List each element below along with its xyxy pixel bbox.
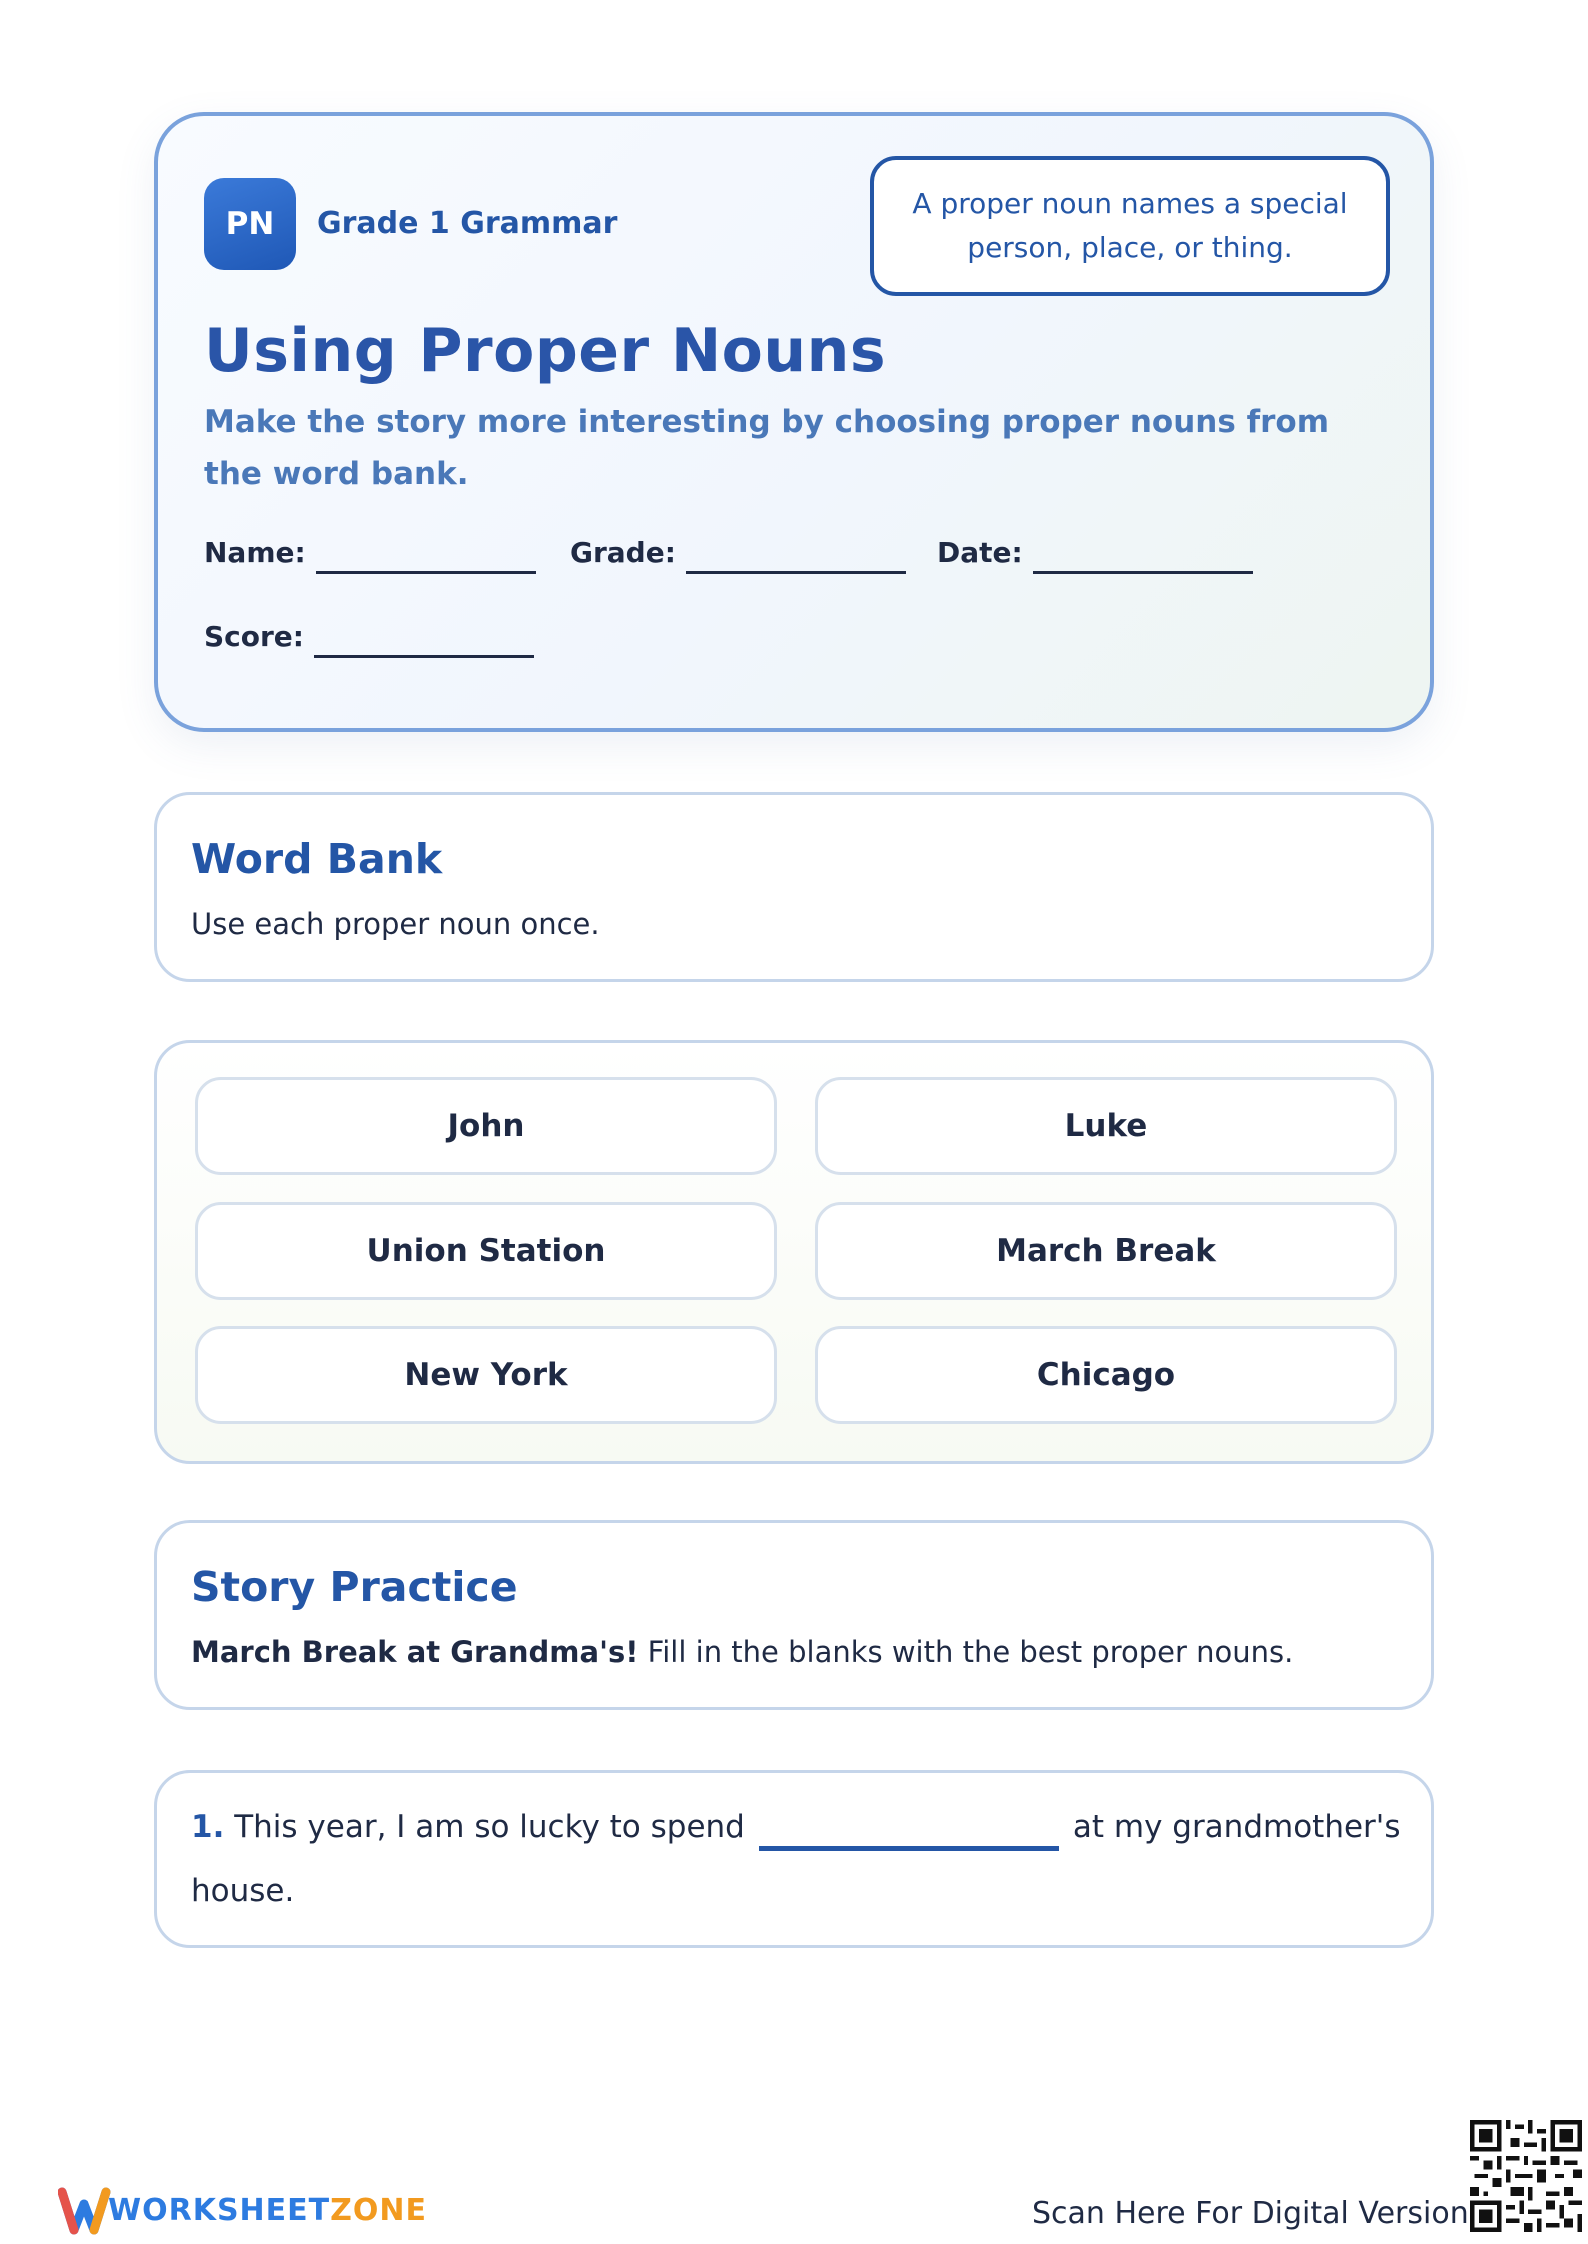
story-lead-rest: Fill in the blanks with the best proper nouns.	[638, 1635, 1294, 1669]
qr-code-icon[interactable]	[1470, 2120, 1582, 2232]
page-title: Using Proper Nouns	[204, 316, 887, 386]
definition-box	[870, 156, 1390, 296]
scan-text: Scan Here For Digital Version	[1032, 2196, 1469, 2231]
page-subtitle: Make the story more interesting by choosing proper nouns from the word bank.	[204, 404, 1329, 492]
worksheet-header	[154, 112, 1434, 732]
grade-line[interactable]	[686, 541, 906, 574]
word-bank-instruction: Use each proper noun once.	[191, 907, 600, 941]
brand-name[interactable]	[108, 2193, 427, 2228]
brand-part-2: ZONE	[330, 2193, 427, 2228]
word-chip[interactable]: Luke	[815, 1077, 1397, 1175]
word-chip[interactable]: New York	[195, 1326, 777, 1424]
word-chip[interactable]: John	[195, 1077, 777, 1175]
word-bank-title: Word Bank	[191, 835, 443, 883]
story-title: Story Practice	[191, 1563, 518, 1611]
question-after: at my grandmother's house.	[191, 1809, 1401, 1909]
word-chip[interactable]: Chicago	[815, 1326, 1397, 1424]
question-card	[154, 1770, 1434, 1948]
brand-part-1: WORKSHEET	[108, 2193, 331, 2228]
grade-field-label: Grade:	[570, 536, 676, 569]
grade-field[interactable]	[570, 536, 906, 574]
story-instruction	[191, 1635, 1293, 1669]
grade-label: Grade 1 Grammar	[317, 206, 618, 241]
word-chip[interactable]: Union Station	[195, 1202, 777, 1300]
date-field[interactable]	[937, 536, 1253, 574]
score-line[interactable]	[314, 625, 534, 658]
name-label: Name:	[204, 536, 306, 569]
answer-blank[interactable]	[759, 1806, 1059, 1851]
word-bank-grid	[154, 1040, 1434, 1464]
question-text	[191, 1795, 1401, 1923]
story-practice-header	[154, 1520, 1434, 1710]
question-before: This year, I am so lucky to spend	[224, 1809, 745, 1845]
date-line[interactable]	[1033, 541, 1253, 574]
date-label: Date:	[937, 536, 1023, 569]
story-lead-bold: March Break at Grandma's!	[191, 1635, 639, 1669]
name-field[interactable]	[204, 536, 536, 574]
score-label: Score:	[204, 620, 304, 653]
word-chip[interactable]: March Break	[815, 1202, 1397, 1300]
score-field[interactable]	[204, 620, 534, 658]
name-line[interactable]	[316, 541, 536, 574]
topic-badge: PN	[204, 178, 296, 270]
word-bank-header	[154, 792, 1434, 982]
definition-text: A proper noun names a special person, place, or thing.	[912, 187, 1348, 264]
question-number: 1.	[191, 1809, 225, 1845]
